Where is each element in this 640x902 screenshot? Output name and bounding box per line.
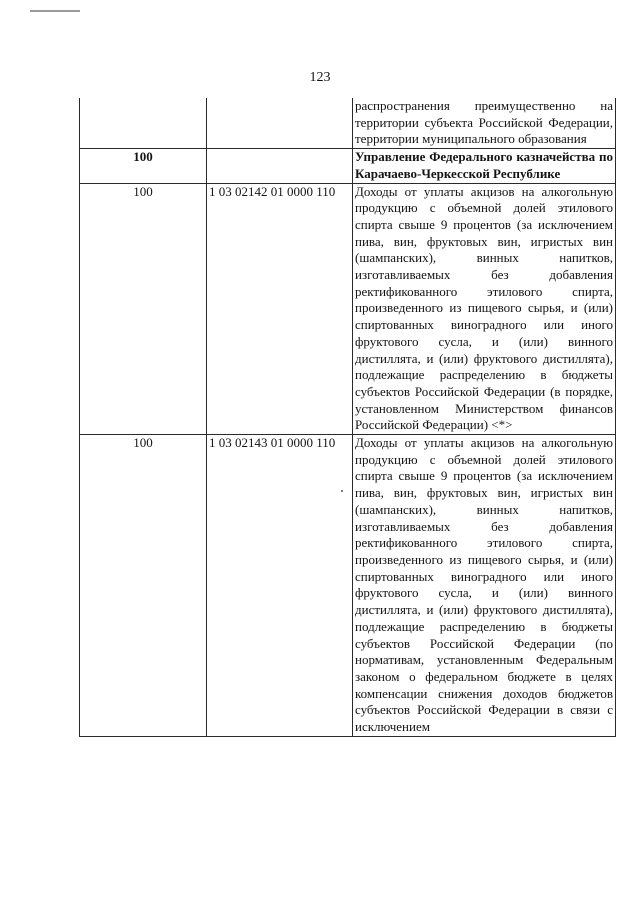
- description-cell: Доходы от уплаты акцизов на алкогольную продукцию с объемной долей этилового спирта свыше 9 процентов (за исключением пива, вин, фруктовых вин, игристых вин (шампанских), винных напитков, изготавливаемых без добавления ректификованного этилового спирта, произведенного из пищевого сырья, и (или) спиртованных виноградного или иного фруктового сусла, и (или) винного дистиллята, и (или) фруктового дистиллята), подлежащие распределению в бюджеты субъектов Российской Федерации (по нормативам, установленным Федеральным законом о федеральном бюджете в целях компенсации снижения доходов бюджетов субъектов Российской Федерации в связи с исключением: [353, 435, 616, 737]
- kbk-code-cell: 1 03 02143 01 0000 110: [207, 435, 353, 737]
- kbk-code-cell: 1 03 02142 01 0000 110: [207, 183, 353, 435]
- page-number: 123: [309, 70, 331, 85]
- admin-code-cell: 100: [80, 149, 207, 183]
- description-cell: Управление Федерального казначейства по Карачаево-Черкесской Республике: [353, 149, 616, 183]
- admin-code-cell: [80, 98, 207, 149]
- kbk-code-cell: [207, 98, 353, 149]
- table-row: [80, 98, 616, 149]
- revenue-classification-table: [79, 98, 616, 737]
- table-row: [80, 435, 616, 737]
- table-row: [80, 183, 616, 435]
- description-cell: распространения преимущественно на территории субъекта Российской Федерации, территории муниципального образования: [353, 98, 616, 149]
- admin-code-cell: 100: [80, 435, 207, 737]
- description-cell: Доходы от уплаты акцизов на алкогольную продукцию с объемной долей этилового спирта свыше 9 процентов (за исключением пива, вин, фруктовых вин, игристых вин (шампанских), винных напитков, изготавливаемых без добавления ректификованного этилового спирта, произведенного из пищевого сырья, и (или) спиртованных виноградного или иного фруктового сусла, и (или) винного дистиллята, и (или) фруктового дистиллята), подлежащие распределению в бюджеты субъектов Российской Федерации (в порядке, установленном Министерством финансов Российской Федерации) <*>: [353, 183, 616, 435]
- scan-speck: [341, 490, 343, 492]
- scan-artifact-line: [30, 10, 80, 12]
- kbk-code-cell: [207, 149, 353, 183]
- table-row-section-header: [80, 149, 616, 183]
- admin-code-cell: 100: [80, 183, 207, 435]
